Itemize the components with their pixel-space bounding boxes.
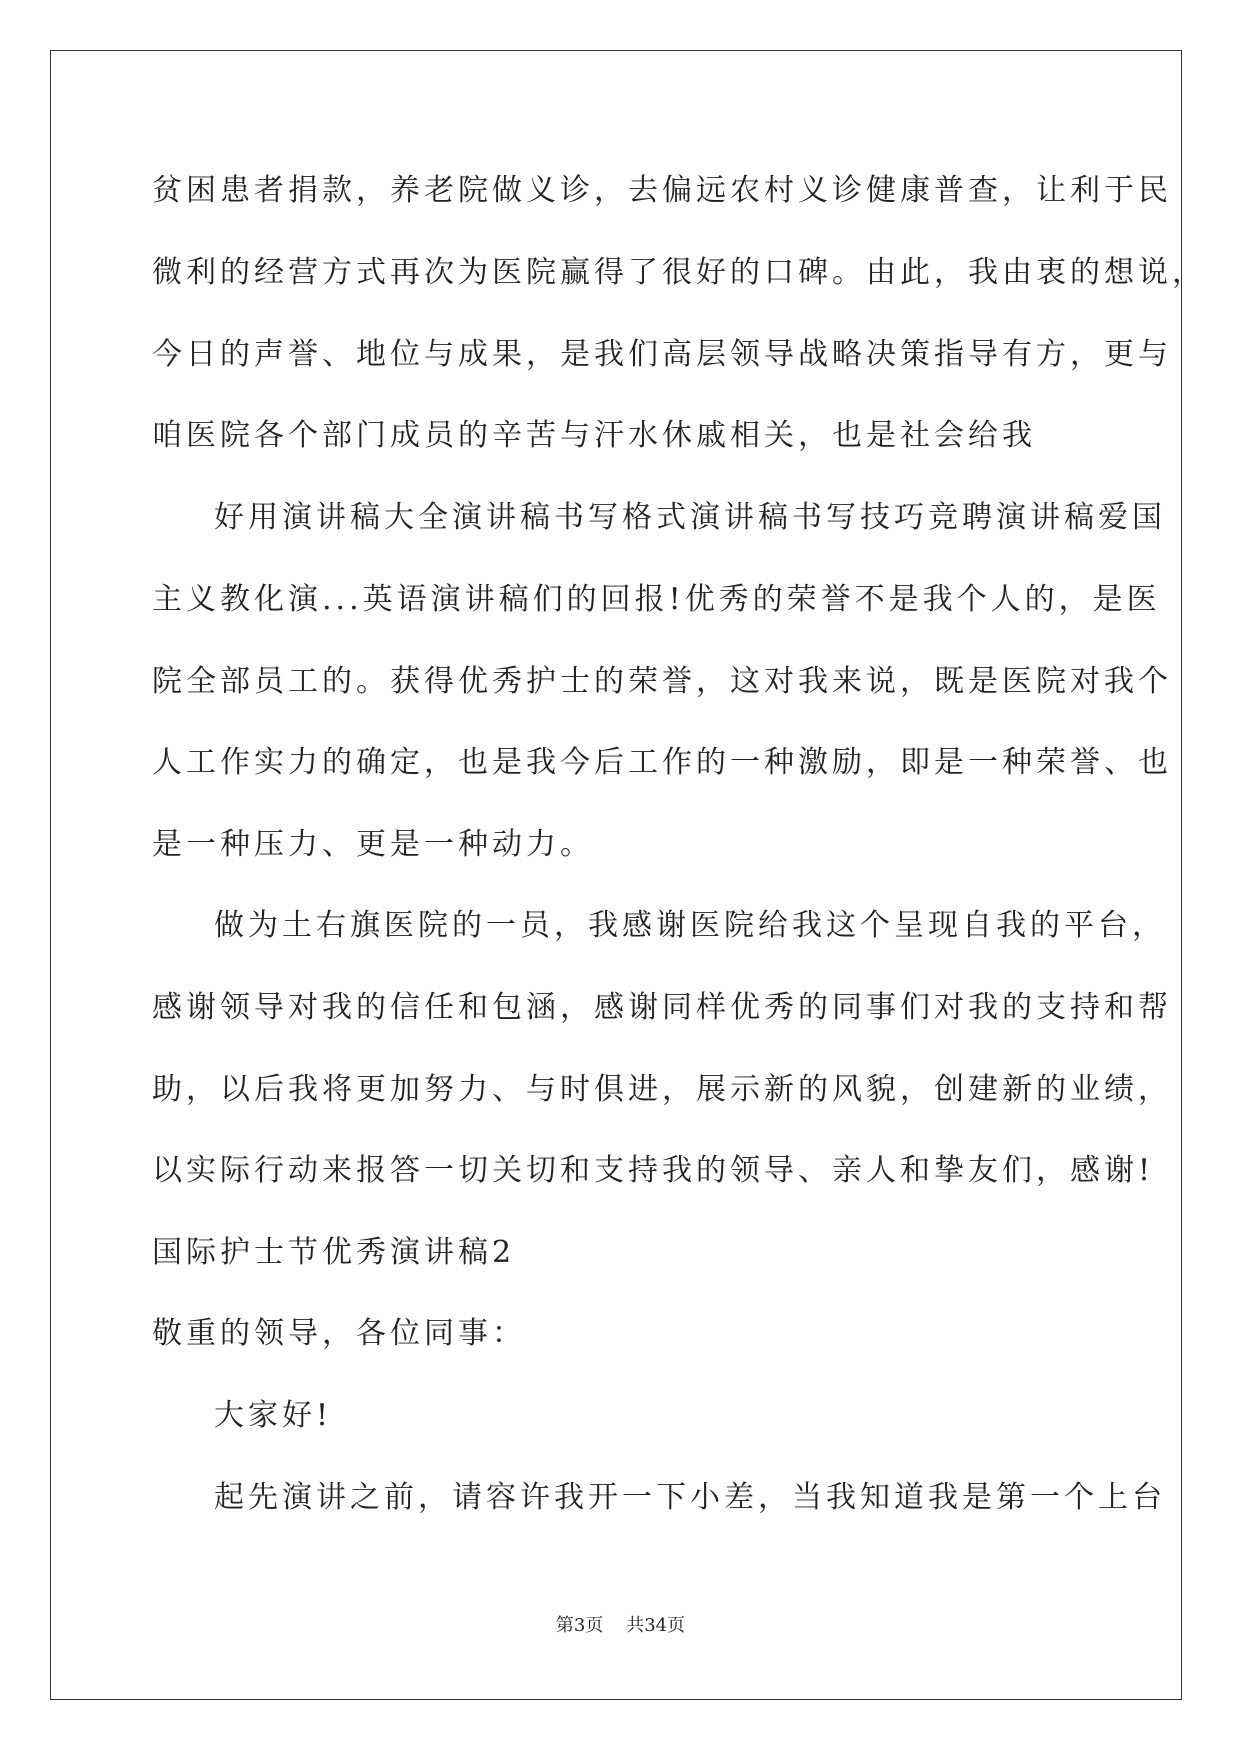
paragraph-start-line: 做为土右旗医院的一员，我感谢医院给我这个呈现自我的平台， [214,908,1166,943]
greeting-line: 大家好! [214,1398,333,1433]
page-total: 共34页 [626,1615,686,1636]
text-line: 微利的经营方式再次为医院赢得了很好的口碑。由此，我由衷的想说， [152,255,1206,290]
section-title: 国际护士节优秀演讲稿2 [152,1235,516,1270]
page-border [50,50,1182,1700]
paragraph-start-line: 好用演讲稿大全演讲稿书写格式演讲稿书写技巧竞聘演讲稿爱国 [214,500,1166,535]
text-line: 人工作实力的确定，也是我今后工作的一种激励，即是一种荣誉、也 [152,745,1172,780]
page-number: 第3页 [555,1615,604,1636]
text-line: 以实际行动来报答一切关切和支持我的领导、亲人和挚友们，感谢! [152,1153,1155,1188]
paragraph-start-line: 起先演讲之前，请容许我开一下小差，当我知道我是第一个上台 [214,1480,1166,1515]
text-line: 助，以后我将更加努力、与时俱进，展示新的风貌，创建新的业绩， [152,1072,1172,1107]
text-line: 贫困患者捐款，养老院做义诊，去偏远农村义诊健康普查，让利于民 [152,173,1172,208]
text-line: 院全部员工的。获得优秀护士的荣誉，这对我来说，既是医院对我个 [152,664,1172,699]
page-footer [0,1614,1241,1638]
text-line: 主义教化演...英语演讲稿们的回报!优秀的荣誉不是我个人的，是医 [152,582,1161,617]
text-line: 今日的声誉、地位与成果，是我们高层领导战略决策指导有方，更与 [152,337,1172,372]
text-line: 是一种压力、更是一种动力。 [152,827,594,862]
text-line: 感谢领导对我的信任和包涵，感谢同样优秀的同事们对我的支持和帮 [152,990,1172,1025]
salutation-line: 敬重的领导，各位同事： [152,1316,526,1351]
text-line: 咱医院各个部门成员的辛苦与汗水休戚相关，也是社会给我 [152,418,1036,453]
